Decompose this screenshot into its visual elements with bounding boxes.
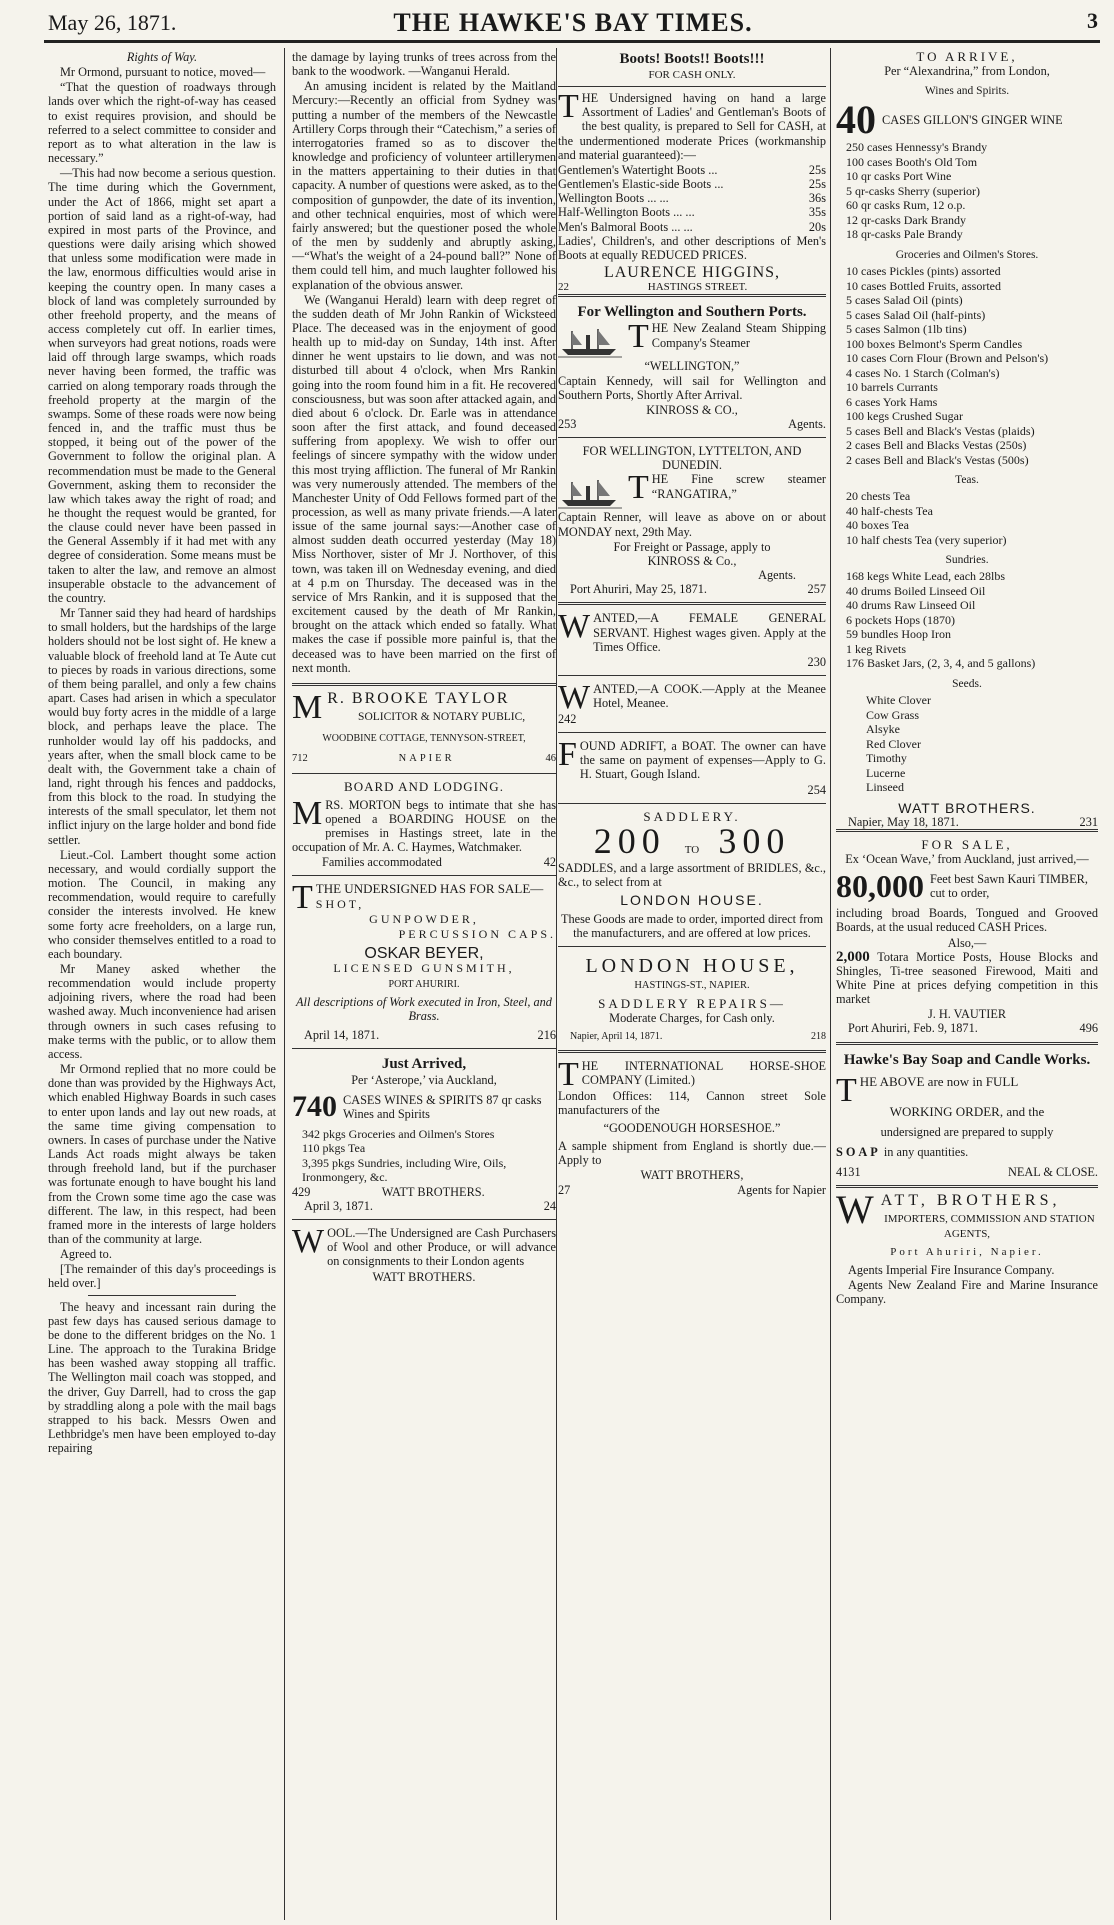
list-item: 40 drums Boiled Linseed Oil (846, 583, 986, 598)
list-item: 10 cases Bottled Fruits, assorted (846, 278, 1001, 293)
list-item: Red Clover (866, 736, 921, 751)
price-row: Gentlemen's Elastic-side Boots ... 25s (558, 177, 826, 192)
ad-text: HE ABOVE are now in FULL (859, 1073, 1019, 1089)
list-item: 10 qr casks Port Wine (846, 169, 952, 184)
column-divider (284, 48, 285, 1920)
ad-boat: FOUND ADRIFT, a BOAT. The owner can have the same on payment of expenses—Apply to G. H. Stuart, Gough Island. 254 (558, 732, 826, 803)
ad-number: 712 (292, 753, 308, 765)
ad-heading: Boots! Boots!! Boots!!! (619, 51, 765, 67)
list-item: 2 cases Bell and Black's Vestas (500s) (846, 452, 1029, 467)
ad-text: A sample shipment from England is shortly due.—Apply to (558, 1139, 826, 1168)
ad-address: WOODBINE COTTAGE, TENNYSON-STREET, (322, 733, 526, 745)
ad-text: Captain Kennedy, will sail for Wellington and Southern Ports, Shortly After Arrival. (558, 373, 826, 402)
article-paragraph: We (Wanganui Herald) learn with deep regret of the sudden death of Mr John Rankin of Wicksteed Place. The deceased was in the enjoyment of good health up to mid-day on Sunday, 14th inst. After dinner he went upstairs to lie down, and was not disturbed till about 4 o'clock, when Mrs Rankin going into the room found him in a fit. He recovered consciousness, but was soon after attacked again, and died about 6 o'clock. Dr. Earle was in attendance soon after the first attack, and found deceased suffering from apoplexy. We wish to offer our feelings of sincere sympathy with the widow under this most trying affliction. The funeral of Mr Rankin was very numerously attended. The members of the Manchester Unity of Odd Fellows formed part of the procession, as well as many private friends.—A later issue of the same journal says:—Another case of almost sudden death occurred yesterday (May 18) Miss Northover, sister of Mr J. Northover, of this town, was taken ill on Wednesday evening, and died at 4 p.m on Thursday. The deceased was in the service of Mrs Rankin, and it is supposed that the excitement caused by the death of Mr Rankin, brought on the attack which ended so fatally. What makes the case if possible more painful is, that the deceased was to have been married on the first of next month. (292, 292, 556, 675)
ad-heading: For Wellington and Southern Ports. (577, 304, 807, 321)
ad-big-number: 300 (718, 820, 791, 861)
ad-date: April 14, 1871. (304, 1027, 380, 1042)
list-item: 110 pkgs Tea (302, 1141, 366, 1156)
sundries-list (836, 569, 1098, 671)
ad-servant: WANTED,—A FEMALE GENERAL SERVANT. Highest wages given. Apply at the Times Office. 230 (558, 602, 826, 675)
column-divider (556, 48, 557, 1920)
ad-date: Napier, May 18, 1871. (848, 814, 959, 829)
ad-also: Also,— (947, 935, 987, 950)
ad-agents: Agents. (758, 568, 796, 583)
list-item: 100 cases Booth's Old Tom (846, 154, 978, 169)
ad-text: SADDLERY REPAIRS— (598, 996, 786, 1012)
list-item: 10 cases Pickles (pints) assorted (846, 264, 1001, 279)
list-item: 60 qr casks Rum, 12 o.p. (846, 198, 966, 213)
page-number: 3 (1087, 8, 1098, 33)
ad-house: LONDON HOUSE. (620, 892, 764, 909)
ad-number: 42 (543, 855, 556, 870)
ad-text: CASES WINES & SPIRITS 87 qr casks Wines and Spirits (343, 1092, 542, 1121)
list-item: Linseed (866, 780, 904, 795)
category-heading: Seeds. (952, 677, 982, 690)
list-item: White Clover (866, 693, 931, 708)
list-item: 342 pkgs Groceries and Oilmen's Stores (302, 1126, 495, 1141)
ad-brand: “GOODENOUGH HORSESHOE.” (603, 1120, 781, 1135)
ad-text: HE INTERNATIONAL HORSE-SHOE COMPANY (Limited.) (581, 1058, 826, 1087)
category-heading: Wines and Spirits. (924, 85, 1010, 98)
ad-heading: FOR WELLINGTON, LYTTELTON, AND DUNEDIN. (582, 444, 802, 473)
ad-text: ANTED,—A FEMALE GENERAL SERVANT. Highest wages given. Apply at the Times Office. (593, 611, 826, 654)
ad-date: Port Ahuriri, Feb. 9, 1871. (848, 1021, 978, 1036)
ad-taylor: M R. BROOKE TAYLOR SOLICITOR & NOTARY PUBLIC, WOODBINE COTTAGE, TENNYSON-STREET, 712 NAPIER 46 (292, 683, 556, 773)
ad-heading: BOARD AND LODGING. (344, 778, 504, 794)
ad-firm: NEAL & CLOSE. (1007, 1165, 1098, 1180)
list-item: 5 cases Bell and Black's Vestas (plaids) (846, 423, 1035, 438)
ad-wool: WOOL.—The Undersigned are Cash Purchasers of Wool and other Produce, or will advance on consignments to their London agents WATT BROTHERS. (292, 1219, 556, 1290)
ad-number: 257 (807, 582, 826, 597)
article-paragraph: [The remainder of this day's proceedings is held over.] (48, 1262, 276, 1291)
category-heading: Teas. (955, 474, 979, 487)
ad-text: Agents New Zealand Fire and Marine Insurance Company. (836, 1278, 1098, 1307)
article-paragraph: Mr Tanner said they had heard of hardships to small holders, but the hardships of the large holders should not be lost sight of. He knew a valuable block of freehold land at Te Aute cut to pieces by roads in various directions, some of them being parallel, and only a few chains apart. Cases had arisen in which a speculator would buy forty acres in the middle of a large block, and perhaps leave the place. The runholder would lay off his paddocks, and years after, when the small block came to be dealt with, the Government take a chain of land, right through his fences and paddocks, from this block to the road. In studying the interests of the small speculator, let them not inflict injury on the large holder and bond fide settler. (48, 606, 276, 847)
ad-text: ANTED,—A COOK.—Apply at the Meanee Hotel, Meanee. (593, 682, 826, 711)
ad-horseshoe: THE INTERNATIONAL HORSE-SHOE COMPANY (Limited.) London Offices: 114, Cannon street Sole manufacturers of the “GOODENOUGH HORSESHOE.” A sample shipment from England is shortly due.—Apply to WATT BROTHERS, 27 Agents for Napier (558, 1050, 826, 1203)
list-item: 250 cases Hennessy's Brandy (846, 140, 988, 155)
ad-boots: Boots! Boots!! Boots!!! FOR CASH ONLY. THE Undersigned having on hand a large Assortment of Ladies' and Gentleman's Boots of the best quality, is prepared to Sell for CASH, at the undermentioned moderate Prices (workmanship and material guaranteed):— Gentlemen's Watertight Boots ... 25s Gentlemen's Elastic-side Boots ... 25s Wellington Boots ... ... 36s Half-Wellington Boots ... ... 35s Men's Balmoral Boots ... ... 20s Ladies', Children's, and other descriptions of Men's Boots at equally REDUCED PRICES. LAURENCE HIGGINS, 22 HASTINGS STREET. (558, 51, 826, 294)
ad-heading: ATT, BROTHERS, (880, 1192, 1061, 1210)
ad-just-arrived (292, 1048, 556, 1219)
column-1 (48, 50, 276, 1920)
list-item: 4 cases No. 1 Starch (Colman's) (846, 365, 1000, 380)
ad-heading: TO ARRIVE, (916, 50, 1018, 64)
ad-text: All descriptions of Work executed in Iron, Steel, and Brass. (296, 995, 552, 1024)
ad-subheading: IMPORTERS, COMMISSION AND STATION AGENTS, (884, 1213, 1095, 1240)
ad-subheading: Ex ‘Ocean Wave,’ from Auckland, just arrived,— (845, 852, 1089, 867)
list-item: 6 cases York Hams (846, 394, 938, 409)
ad-place: Port Ahuriri, Napier. (890, 1245, 1044, 1258)
ad-text: SADDLES, and a large assortment of BRIDLES, &c., &c., to select from at (558, 861, 826, 890)
ad-firm: WATT BROTHERS, (640, 1168, 744, 1183)
ad-number: 496 (1079, 1021, 1098, 1036)
ad-big-number: 200 (593, 820, 666, 861)
column-4 (836, 50, 1098, 1920)
list-item: 59 bundles Hoop Iron (846, 627, 951, 642)
ad-number: 46 (545, 753, 556, 765)
list-item: 5 cases Salad Oil (pints) (846, 293, 963, 308)
list-item: Cow Grass (866, 707, 919, 722)
ad-big-number: 40 (836, 97, 876, 143)
ad-text: Captain Renner, will leave as above on or about MONDAY next, 29th May. (558, 510, 826, 539)
ad-firm: WATT BROTHERS. (381, 1184, 485, 1199)
article-paragraph: An amusing incident is related by the Maitland Mercury:—Recently an official from Sydney was putting a number of the members of the Newcastle Artillery Corps through their “Catechism,” a series of interrogatories framed so as to discover the knowledge and proficiency of volunteer artillerymen in the matters appertaining to their duties in that capacity. A number of questions were asked, as to the composition of gunpowder, the date of its invention, and other technical enquiries, most of which were fairly answered; but the questioner posed the whole of the men by suddenly and abruptly asking,—“What's the weight of a 24-pound ball?” None of them could tell him, and much laughter followed his explanation of the obvious answer. (292, 79, 556, 292)
ad-firm: WATT BROTHERS. (372, 1269, 476, 1284)
ad-agents: Agents for Napier (737, 1182, 826, 1197)
ad-board: BOARD AND LODGING. MRS. MORTON begs to intimate that she has opened a BOARDING HOUSE on the premises in Hastings street, late in the occupation of Mr. A. C. Haymes, Watchmaker. Families accommodated 42 (292, 773, 556, 876)
ad-number: 218 (811, 1030, 826, 1042)
ad-text: WORKING ORDER, and the (889, 1103, 1045, 1119)
ad-for-sale (836, 829, 1098, 1042)
ad-text: OOL.—The Undersigned are Cash Purchasers of Wool and other Produce, or will advance on consignments to their London agents (327, 1226, 556, 1269)
ad-line: PERCUSSION CAPS. (398, 926, 556, 941)
ad-name: OSKAR BEYER, (364, 944, 484, 962)
list-item: 10 half chests Tea (very superior) (846, 532, 1007, 547)
ad-number: 242 (558, 712, 577, 726)
article-paragraph: Lieut.-Col. Lambert thought some action necessary, and would cordially support the motion. The Council, in making any recommendation, would require to carefully consider the interests involved. He knew some forty acre freeholders, on a large run, who consider themselves entitled to a road to each boundary. (48, 847, 276, 961)
list-item: Lucerne (866, 765, 906, 780)
list-item: 10 barrels Currants (846, 380, 938, 395)
ad-heading: THE UNDERSIGNED HAS FOR SALE— (315, 881, 544, 897)
ad-name: LAURENCE HIGGINS, (603, 264, 781, 282)
list-item: 5 cases Salad Oil (half-pints) (846, 307, 986, 322)
ad-number: 4131 (836, 1165, 861, 1180)
price-row: Men's Balmoral Boots ... ... 20s (558, 219, 826, 234)
column-2 (292, 50, 556, 1920)
ad-number: 429 (292, 1184, 311, 1199)
list-item: 20 chests Tea (846, 489, 911, 504)
ad-place: NAPIER (398, 753, 455, 765)
ad-number: 253 (558, 416, 577, 431)
ad-name: J. H. VAUTIER (927, 1007, 1007, 1022)
ad-text: Totara Mortice Posts, House Blocks and Shingles, Ti-tree seasoned Firewood, Maiti and White Pine at prices defying competition in this market (836, 949, 1098, 1007)
ad-text: HE New Zealand Steam Shipping Company's Steamer (651, 321, 826, 350)
ad-date: Napier, April 14, 1871. (570, 1030, 663, 1042)
list-item: 40 half-chests Tea (846, 503, 933, 518)
ad-text: RS. MORTON begs to intimate that she has opened a BOARDING HOUSE on the premises in Hastings street, late in the occupation of Mr. A. C. Haymes, Watchmaker. (292, 797, 556, 855)
ad-address: HASTINGS STREET. (647, 281, 748, 294)
ad-number: 24 (543, 1199, 556, 1213)
list-item: 6 pockets Hops (1870) (846, 612, 955, 627)
ad-firm: WATT BROTHERS. (898, 799, 1036, 816)
category-heading: Groceries and Oilmen's Stores. (895, 248, 1039, 261)
ad-place: PORT AHURIRI. (388, 979, 460, 991)
ad-date: April 3, 1871. (304, 1199, 373, 1213)
ad-line: SHOT, (315, 896, 365, 911)
ad-saddlery (558, 803, 826, 946)
price-row: Gentlemen's Watertight Boots ... 25s (558, 162, 826, 177)
ad-agents: Agents. (788, 416, 826, 431)
list-item: 40 drums Raw Linseed Oil (846, 598, 976, 613)
list-item: 12 qr-casks Dark Brandy (846, 212, 967, 227)
ad-big-number: 740 (292, 1089, 337, 1123)
list-item: 1 keg Rivets (846, 641, 906, 656)
divider (88, 1295, 236, 1296)
list-item: 10 cases Corn Flour (Brown and Pelson's) (846, 351, 1049, 366)
ad-product: SOAP (836, 1144, 881, 1159)
ad-heading: Just Arrived, (381, 1055, 467, 1072)
ad-text: undersigned are prepared to supply (880, 1124, 1054, 1139)
ad-text: Agents Imperial Fire Insurance Company. (848, 1262, 1055, 1277)
ad-ship-name: “WELLINGTON,” (644, 359, 740, 374)
ad-address: HASTINGS-ST., NAPIER. (634, 980, 750, 992)
ad-date: Port Ahuriri, May 25, 1871. (570, 582, 707, 597)
ad-number: 230 (807, 654, 826, 669)
issue-date: May 26, 1871. (48, 10, 177, 35)
ad-text: Feet best Sawn Kauri TIMBER, cut to order, (930, 872, 1088, 901)
ad-text: CASES GILLON'S GINGER WINE (882, 113, 1063, 128)
ad-wellington: For Wellington and Southern Ports. THE New Zealand Steam Shipping Company's Steamer “WELLINGTON,” Captain Kennedy, will sail for Wellington and Southern Ports, Shortly After Arrival. KINROSS & CO., 253 Agents. (558, 294, 826, 437)
ad-big-number: 80,000 (836, 868, 924, 905)
price-row: Wellington Boots ... ... 36s (558, 191, 826, 206)
steamship-icon (558, 323, 622, 359)
steamship-icon (558, 474, 622, 510)
article-paragraph: Agreed to. (60, 1247, 112, 1262)
ad-heading: SADDLERY. (643, 808, 741, 824)
article-paragraph: —This had now become a serious question. The time during which the Government, under the Act of 1866, might set apart a portion of said land as a right-of-way, had expired in most parts of the Province, and questions were daily arising which showed that unless some modification were made in the law, enormous difficulties would arise in keeping the country open. In many cases a block of land was completely surrounded by other freehold property, and the means of access completely cut off. In earlier times, when surveyors had great notions, roads were laid off through large swamps, which roads never having been formed, the traffic was carried on along temporary roads through the freehold property at the margin of the swamps. Some of these roads were now being fenced in, and the traffic must thus be stopped, it being out of the power of the Government to follow the original plan. A recommendation must be made to the General Government, asking them to reconsider the law which takes away the right of road; and he thought the request would be granted, for the clause could never have been passed in the General Assembly if it had met with any degree of consideration. Some means must be taken to alter the law, and remove an almost insuperable obstacle to the advancement of the country. (48, 166, 276, 605)
ad-number: 27 (558, 1182, 571, 1197)
ad-number: 231 (1079, 814, 1098, 829)
article-paragraph: Mr Ormond, pursuant to notice, moved— (60, 65, 266, 80)
price-row: Half-Wellington Boots ... ... 35s (558, 205, 826, 220)
article-paragraph: the damage by laying trunks of trees across from the bank to the woodwork. —Wanganui Herald. (292, 50, 556, 79)
article-heading: Rights of Way. (126, 50, 198, 64)
article-paragraph: Mr Ormond replied that no more could be done than was provided by the Highways Act, which enabled Highway Boards in such cases to enter upon lands and lay out new roads, at the same time giving compensation to owners. In cases of purchase under the Native Lands Act roads might always be taken through freehold land, but if the purchaser was fortunate enough to have bought his land from the Crown some time ago the case was different. The law, in this respect, had been framed more in the interests of large holders than of the community at large. (48, 1062, 276, 1246)
newspaper-title: THE HAWKE'S BAY TIMES. (393, 8, 753, 37)
ad-text: London Offices: 114, Cannon street Sole manufacturers of the (558, 1088, 826, 1117)
list-item: 100 boxes Belmont's Sperm Candles (846, 336, 1023, 351)
ad-heading: FOR SALE, (921, 836, 1013, 852)
ad-footer: Families accommodated (322, 855, 442, 870)
ad-role: SOLICITOR & NOTARY PUBLIC, (358, 711, 526, 724)
seeds-list (836, 693, 1098, 795)
ad-subheading: Per ‘Asterope,’ via Auckland, (351, 1072, 497, 1087)
ad-name: R. BROOKE TAYLOR (327, 689, 510, 707)
ad-text: For Freight or Passage, apply to (613, 539, 771, 554)
ad-watt-brothers: WATT, BROTHERS, IMPORTERS, COMMISSION AND STATION AGENTS, Port Ahuriri, Napier. Agents Imperial Fire Insurance Company. Agents New Zealand Fire and Marine Insurance Company. (836, 1185, 1098, 1313)
ad-firm: KINROSS & Co., (647, 553, 737, 568)
ad-role: LICENSED GUNSMITH, (333, 960, 515, 975)
ad-rangatira: FOR WELLINGTON, LYTTELTON, AND DUNEDIN. THE Fine screw steamer “RANGATIRA,” Captain Renner, will leave as above on or about MONDAY next, 29th May. For Freight or Passage, apply to KINROSS & Co., Agents. Port Ahuriri, May 25, 1871. 257 (558, 437, 826, 602)
ad-text: HE Undersigned having on hand a large Assortment of Ladies' and Gentleman's Boots of the best quality, is prepared to Sell for CASH, at the undermentioned moderate Prices (workmanship and material guaranteed):— (558, 91, 826, 162)
ad-subheading: Per “Alexandrina,” from London, (884, 64, 1050, 79)
ad-beyer: TTHE UNDERSIGNED HAS FOR SALE— SHOT, GUNPOWDER, PERCUSSION CAPS. OSKAR BEYER, LICENSED GUNSMITH, PORT AHURIRI. All descriptions of Work executed in Iron, Steel, and Brass. April 14, 1871. 216 (292, 875, 556, 1047)
ad-text: including broad Boards, Tongued and Grooved Boards, at the usual reduced CASH Prices. (836, 906, 1098, 935)
ad-heading: Hawke's Bay Soap and Candle Works. (843, 1051, 1091, 1068)
teas-list (836, 489, 1098, 547)
list-item: 176 Basket Jars, (2, 3, 4, and 5 gallons) (846, 656, 1036, 671)
list-item: 168 kegs White Lead, each 28lbs (846, 569, 1006, 584)
category-heading: Sundries. (945, 554, 989, 567)
masthead-rule (44, 40, 1100, 43)
list-item: Timothy (866, 751, 907, 766)
groceries-list (836, 264, 1098, 467)
ad-text: Moderate Charges, for Cash only. (609, 1011, 775, 1026)
ad-text: in any quantities. (883, 1144, 969, 1159)
column-3 (558, 50, 826, 1920)
ad-soap: Hawke's Bay Soap and Candle Works. THE ABOVE are now in FULL WORKING ORDER, and the undersigned are prepared to supply SOAP in any quantities. 4131 NEAL & CLOSE. (836, 1042, 1098, 1186)
ad-cook: WANTED,—A COOK.—Apply at the Meanee Hotel, Meanee. 242 (558, 675, 826, 732)
ad-line: GUNPOWDER, (369, 912, 479, 927)
ad-subheading: FOR CASH ONLY. (648, 69, 736, 81)
list-item: 100 kegs Crushed Sugar (846, 409, 963, 424)
list-item: 5 cases Salmon (1lb tins) (846, 322, 967, 337)
list-item: Alsyke (866, 722, 900, 737)
list-item: 40 boxes Tea (846, 518, 909, 533)
wines-list (836, 140, 1098, 242)
ad-london-house (558, 946, 826, 1050)
ad-heading: LONDON HOUSE, (585, 954, 799, 977)
ad-text: OUND ADRIFT, a BOAT. The owner can have the same on payment of expenses—Apply to G. H. Stuart, Gough Island. (579, 739, 826, 782)
article-paragraph: “That the question of roadways through lands over which the right-of-way has ceased to exist requires provision, and should be referred to a select committee to consider and report as to what alteration in the law is necessary.” (48, 80, 276, 166)
masthead (48, 6, 1098, 36)
ad-big-number: 2,000 (836, 948, 870, 965)
ad-text: Ladies', Children's, and other descriptions of Men's Boots at equally REDUCED PRICES. (558, 233, 826, 262)
article-paragraph: The heavy and incessant rain during the past few days has caused serious damage to be done to the different bridges on the No. 1 Line. The approach to the Turakina Bridge has been washed away stopping all traffic. The Wellington mail coach was stopped, and the driver, Guy Darrell, had to cross the gap by straddling along a pole with the mail bags strapped to his back. Messrs Owen and Lethbridge's men have been employed to-day repairing (48, 1299, 276, 1456)
column-divider (830, 48, 831, 1920)
list-item: 5 qr-casks Sherry (superior) (846, 183, 981, 198)
ad-to-arrive (836, 50, 1098, 829)
ad-text: These Goods are made to order, imported direct from the manufacturers, and are offered at low prices. (560, 911, 824, 940)
ad-text: HE Fine screw steamer “RANGATIRA,” (651, 472, 826, 501)
list-item: 18 qr-casks Pale Brandy (846, 227, 963, 242)
ad-firm: KINROSS & CO., (646, 402, 738, 417)
ad-number: 216 (537, 1027, 556, 1042)
list-item: 2 cases Bell and Blacks Vestas (250s) (846, 438, 1027, 453)
ad-to: TO (684, 843, 700, 856)
ad-number: 22 (558, 281, 569, 294)
article-paragraph: Mr Maney asked whether the recommendation would include property adjoining rivers, where the road had been washed away. Much inconvenience had arisen through owners in such cases refusing to make terms with the public, or to allow them access. (48, 962, 276, 1061)
ad-number: 254 (807, 782, 826, 797)
list-item: 3,395 pkgs Sundries, including Wire, Oils, Ironmongery, &c. (302, 1155, 507, 1185)
